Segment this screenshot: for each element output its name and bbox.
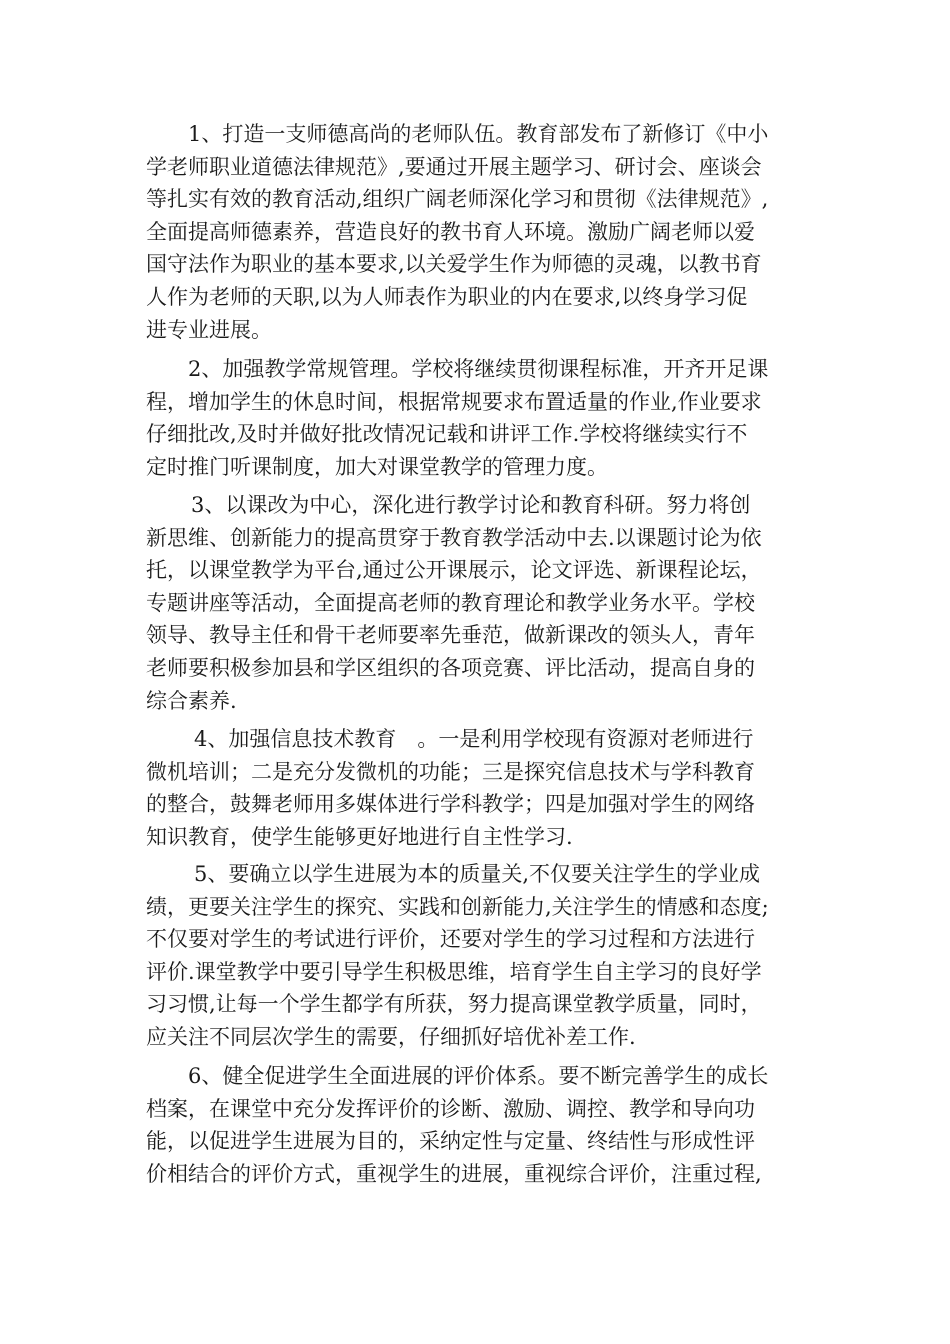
text-line: 国守法作为职业的基本要求,以关爱学生作为师德的灵魂，以教书育 (146, 252, 762, 277)
text-line: 2、加强教学常规管理。学校将继续贯彻课程标准，开齐开足课 (188, 357, 769, 381)
paragraph-curriculum-reform (146, 489, 810, 717)
text-line: 价相结合的评价方式，重视学生的进展，重视综合评价，注重过程, (146, 1161, 762, 1186)
text-line: 绩，更要关注学生的探究、实践和创新能力,关注学生的情感和态度; (146, 894, 769, 919)
text-line: 进专业进展。 (146, 317, 272, 342)
text-line: 5、要确立以学生进展为本的质量关,不仅要关注学生的学业成 (194, 862, 761, 886)
text-line: 3、以课改为中心，深化进行教学讨论和教育科研。努力将创 (191, 493, 751, 517)
text-line: 综合素养. (146, 688, 237, 713)
text-line: 的整合，鼓舞老师用多媒体进行学科教学；四是加强对学生的网络 (146, 792, 755, 817)
text-line: 评价.课堂教学中要引导学生积极思维，培育学生自主学习的良好学 (146, 959, 762, 984)
paragraph-teaching-management (146, 353, 810, 483)
text-line: 托，以课堂教学为平台,通过公开课展示，论文评选、新课程论坛， (146, 558, 762, 583)
text-line: 1、打造一支师德高尚的老师队伍。教育部发布了新修订《中小 (188, 122, 769, 146)
paragraph-information-technology (146, 723, 810, 853)
paragraph-quality-view (146, 858, 810, 1054)
text-line: 不仅要对学生的考试进行评价，还要对学生的学习过程和方法进行 (146, 927, 755, 952)
paragraph-teacher-ethics (146, 118, 810, 346)
text-line: 微机培训；二是充分发微机的功能；三是探究信息技术与学科教育 (146, 759, 755, 784)
text-line: 新思维、创新能力的提高贯穿于教育教学活动中去.以课题讨论为依 (146, 525, 762, 550)
text-line: 全面提高师德素养，营造良好的教书育人环境。激励广阔老师以爱 (146, 219, 755, 244)
text-line: 仔细批改,及时并做好批改情况记载和讲评工作.学校将继续实行不 (146, 422, 748, 447)
paragraph-evaluation-system (146, 1060, 810, 1190)
text-line: 档案，在课堂中充分发挥评价的诊断、激励、调控、教学和导向功 (146, 1096, 755, 1121)
text-line: 等扎实有效的教育活动,组织广阔老师深化学习和贯彻《法律规范》, (146, 187, 769, 212)
text-line: 习习惯,让每一个学生都学有所获，努力提高课堂教学质量，同时， (146, 992, 762, 1017)
text-line: 知识教育，使学生能够更好地进行自主性学习. (146, 824, 573, 849)
text-line: 程，增加学生的休息时间，根据常规要求布置适量的作业,作业要求 (146, 389, 762, 414)
text-line: 学老师职业道德法律规范》,要通过开展主题学习、研讨会、座谈会 (146, 154, 762, 179)
text-line: 6、健全促进学生全面进展的评价体系。要不断完善学生的成长 (188, 1064, 769, 1088)
text-line: 老师要积极参加县和学区组织的各项竞赛、评比活动，提高自身的 (146, 655, 755, 680)
text-line: 领导、教导主任和骨干老师要率先垂范，做新课改的领头人，青年 (146, 623, 755, 648)
text-line: 人作为老师的天职,以为人师表作为职业的内在要求,以终身学习促 (146, 284, 748, 309)
text-line: 4、加强信息技术教育 。一是利用学校现有资源对老师进行 (194, 727, 754, 751)
text-line: 定时推门听课制度，加大对课堂教学的管理力度。 (146, 454, 608, 479)
text-line: 应关注不同层次学生的需要，仔细抓好培优补差工作. (146, 1024, 636, 1049)
text-line: 专题讲座等活动，全面提高老师的教育理论和教学业务水平。学校 (146, 590, 755, 615)
text-line: 能，以促进学生进展为目的，采纳定性与定量、终结性与形成性评 (146, 1129, 755, 1154)
